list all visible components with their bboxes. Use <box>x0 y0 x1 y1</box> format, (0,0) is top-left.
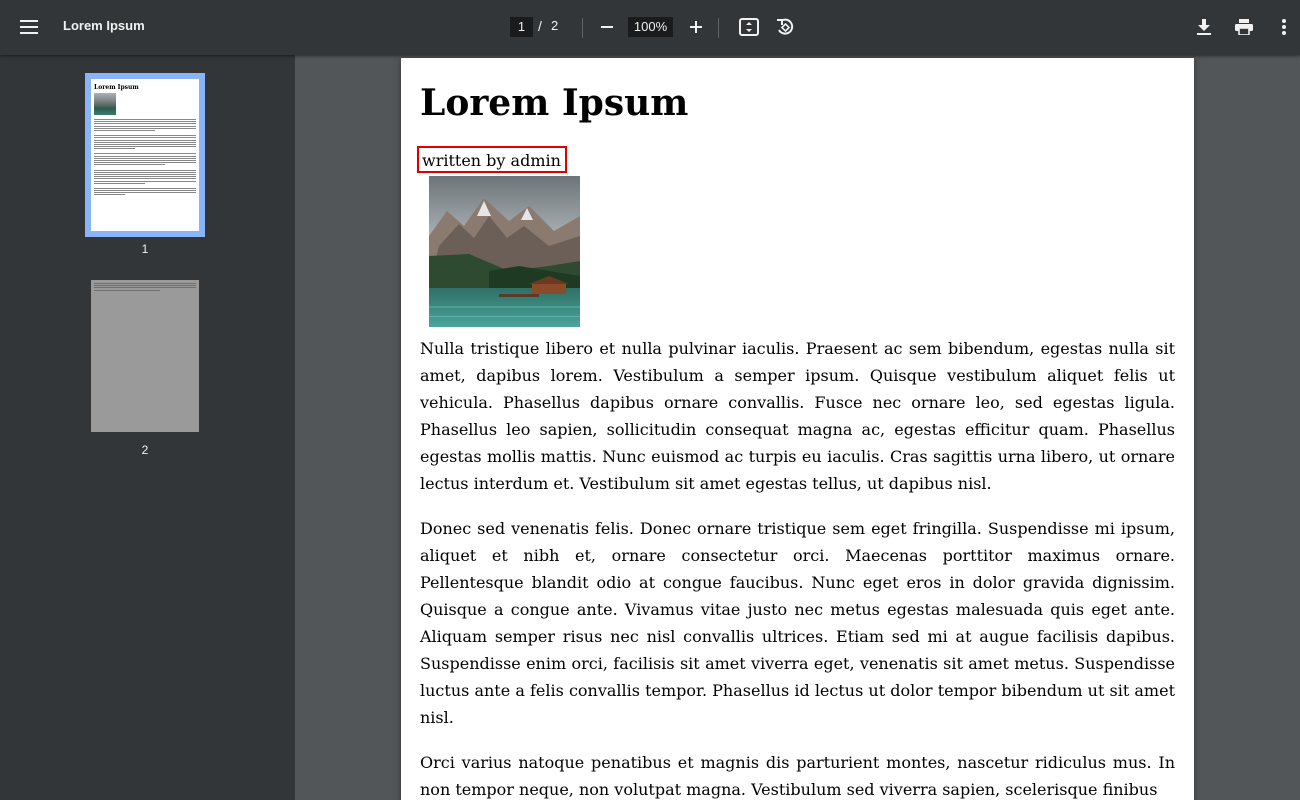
toolbar-divider <box>718 18 719 38</box>
minus-icon <box>601 26 613 28</box>
plus-icon <box>690 21 702 33</box>
thumbnail-text-lines <box>94 119 196 197</box>
current-page-input[interactable]: 1 <box>510 17 533 37</box>
paragraph: Nulla tristique libero et nulla pulvinar iaculis. Praesent ac sem bibendum, egestas nulla sit amet, dapibus lorem. Vestibulum a semper ipsum. Quisque vestibulum aliquet felis ut vehicula. Phasellus dapibus ornare convallis. Fusce nec ornare leo, sed egestas ligula. Phasellus leo sapien, sollicitudin consequat magna ac, egestas efficitur quam. Phasellus egestas mollis mattis. Nunc euismod ac turpis eu iaculis. Cras sagittis urna libero, ut ornare lectus interdum et. Vestibulum sit amet egestas tellus, ut dapibus nisl. <box>420 339 1175 493</box>
paragraph: Donec sed venenatis felis. Donec ornare tristique sem eget fringilla. Suspendisse mi ipsum, aliquet et nibh et, ornare consectetur orci. Maecenas porttitor maximus ornare. Pellentesque blandit odio at congue faucibus. Nunc eget eros in dolor gravida dignissim. Quisque a congue ante. Vivamus vitae justo nec metus egestas malesuada quis eget ante. Aliquam semper risus nec nisl convallis ultrices. Etiam sed mi at augue facilisis dapibus. Suspendisse enim orci, facilisis sit amet viverra eget, venenatis sit amet metus. Suspendisse luctus ante a felis convallis tempor. Phasellus id lectus ut dolor tempor bibendum ut sit amet nisl. <box>420 519 1175 727</box>
download-icon <box>1197 19 1211 35</box>
print-button[interactable] <box>1230 13 1258 41</box>
fit-to-page-icon <box>739 18 759 36</box>
document-viewer[interactable] <box>295 55 1300 800</box>
author-line: written by admin <box>417 146 567 173</box>
thumbnail-heading: Lorem Ipsum <box>94 84 139 91</box>
hamburger-menu-icon[interactable] <box>13 11 45 43</box>
page-thumbnail-1[interactable] <box>91 79 199 231</box>
document-title: Lorem Ipsum <box>63 18 145 33</box>
body-text <box>420 335 1175 800</box>
rotate-icon <box>775 17 795 37</box>
thumbnail-label-2: 2 <box>141 443 149 457</box>
print-icon <box>1235 19 1253 35</box>
more-options-button[interactable] <box>1272 13 1296 41</box>
paragraph: Orci varius natoque penatibus et magnis dis parturient montes, nascetur ridiculus mus. In non tempor neque, non volutpat magna. Vestibulum sed viverra sapien, scelerisque finibus <box>420 753 1175 799</box>
page-separator: / <box>538 18 542 34</box>
fit-to-page-button[interactable] <box>735 13 763 41</box>
download-button[interactable] <box>1191 13 1217 41</box>
pdf-toolbar <box>0 0 1300 55</box>
pdf-page <box>401 58 1194 800</box>
rotate-button[interactable] <box>771 13 799 41</box>
thumbnail-label-1: 1 <box>141 242 149 256</box>
page-title: Lorem Ipsum <box>420 82 689 124</box>
thumbnail-text-lines <box>94 283 196 292</box>
toolbar-divider <box>582 18 583 38</box>
thumbnail-sidebar <box>0 55 295 800</box>
zoom-out-button[interactable] <box>594 14 620 40</box>
more-vertical-icon <box>1282 19 1286 35</box>
total-pages: 2 <box>551 18 559 33</box>
zoom-level-input[interactable]: 100% <box>628 17 673 37</box>
page-thumbnail-2[interactable] <box>91 280 199 432</box>
mountain-lake-image <box>429 176 580 327</box>
zoom-in-button[interactable] <box>683 14 709 40</box>
thumbnail-image <box>94 93 116 115</box>
